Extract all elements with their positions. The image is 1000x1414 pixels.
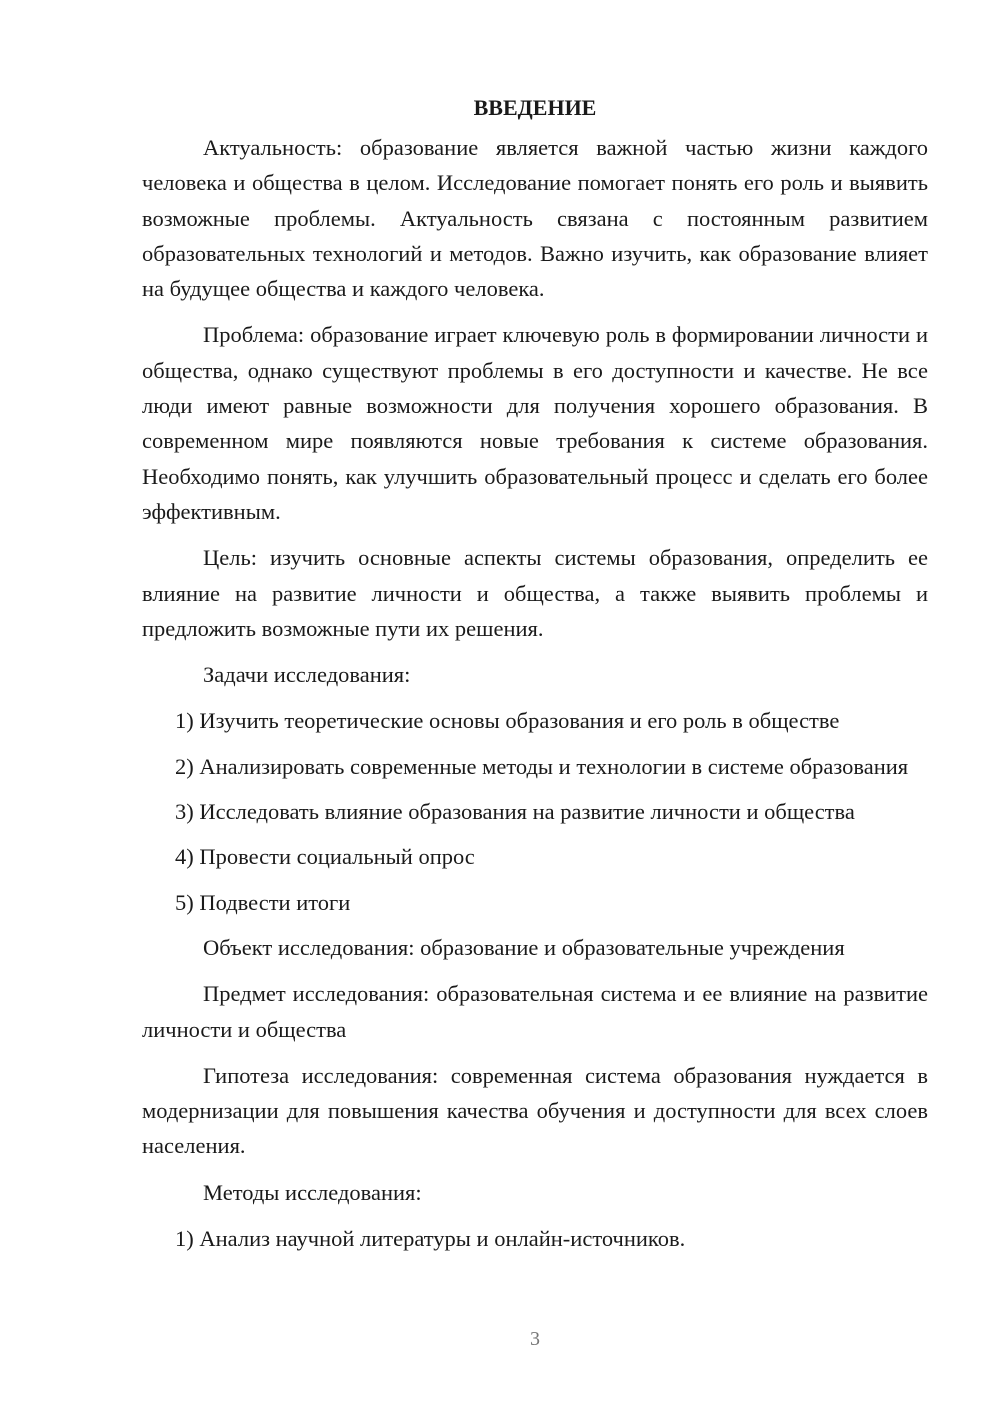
task-item-5: 5) Подвести итоги [175,889,351,915]
tasks-heading: Задачи исследования: [203,662,411,688]
method-item-1: 1) Анализ научной литературы и онлайн-источников. [175,1226,686,1252]
document-page [142,90,928,1266]
page-number: 3 [530,1328,540,1350]
task-item-4: 4) Провести социальный опрос [175,844,475,870]
methods-heading: Методы исследования: [203,1179,422,1205]
page-title: ВВЕДЕНИЕ [473,95,597,120]
object-paragraph: Объект исследования: образование и образовательные учреждения [203,934,845,960]
subject-paragraph: Предмет исследования: образовательная система и ее влияние на развитие личности и общества [142,981,928,1042]
task-item-1: 1) Изучить теоретические основы образования и его роль в обществе [175,708,840,734]
relevance-paragraph: Актуальность: образование является важной частью жизни каждого человека и общества в целом. Исследование помогает понять его роль и выявить возможные проблемы. Актуальность связана с постоянным развитием образовательных технологий и методов. Важно изучить, как образование влияет на будущее общества и каждого человека. [142,135,928,302]
goal-paragraph: Цель: изучить основные аспекты системы образования, определить ее влияние на развитие личности и общества, а также выявить проблемы и предложить возможные пути их решения. [142,545,928,641]
task-item-3: 3) Исследовать влияние образования на развитие личности и общества [175,799,855,825]
problem-paragraph: Проблема: образование играет ключевую роль в формировании личности и общества, однако существуют проблемы в его доступности и качестве. Не все люди имеют равные возможности для получения хорошего образования. В современном мире появляются новые требования к системе образования. Необходимо понять, как улучшить образовательный процесс и сделать его более эффективным. [142,322,928,524]
hypothesis-paragraph: Гипотеза исследования: современная система образования нуждается в модернизации для повышения качества обучения и доступности для всех слоев населения. [142,1062,928,1159]
task-item-2: 2) Анализировать современные методы и технологии в системе образования [175,753,909,779]
